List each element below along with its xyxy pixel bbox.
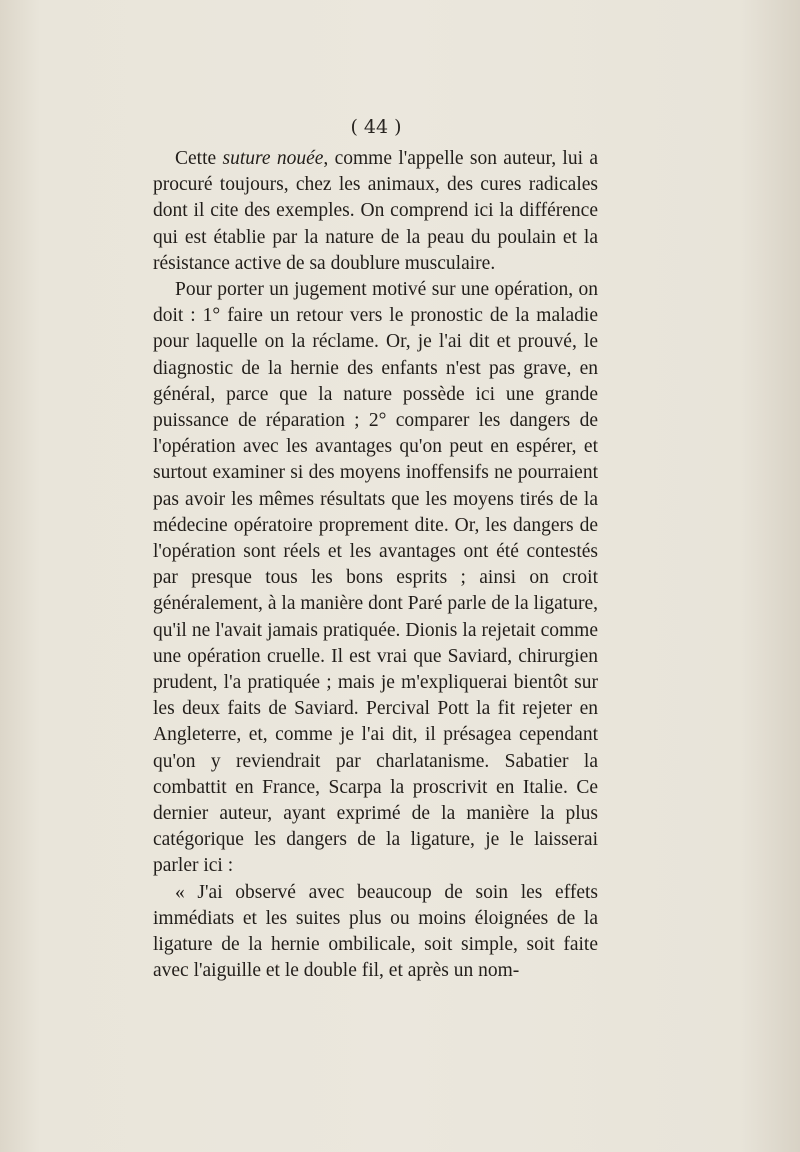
body-text [153,146,598,985]
italic-term: suture nouée [222,148,324,169]
page-number: ( 44 ) [350,116,402,138]
paragraph-1 [153,146,598,277]
paragraph-1-rest: , comme l'appelle son auteur, lui a procuré toujours, chez les animaux, des cures radicales dont il cite des exemples. On comprend ici la différence qui est établie par la nature de la peau du poulain et la résistance active de sa doublure musculaire. [153,148,598,274]
paragraph-1-start: Cette [175,148,223,169]
paragraph-2: Pour porter un jugement motivé sur une opération, on doit : 1° faire un retour vers le pronostic de la maladie pour laquelle on la réclame. Or, je l'ai dit et prouvé, le diagnostic de la hernie des enfants n'est pas grave, en général, parce que la nature possède ici une grande puissance de réparation ; 2° comparer les dangers de l'opération avec les avantages qu'on peut en espérer, et surtout examiner si des moyens inoffensifs ne pourraient pas avoir les mêmes résultats que les moyens tirés de la médecine opératoire proprement dite. Or, les dangers de l'opération sont réels et les avantages ont été contestés par presque tous les bons esprits ; ainsi on croit généralement, à la manière dont Paré parle de la ligature, qu'il ne l'avait jamais pratiquée. Dionis la rejetait comme une opération cruelle. Il est vrai que Saviard, chirurgien prudent, l'a pratiquée ; mais je m'expliquerai bientôt sur les deux faits de Saviard. Percival Pott la fit rejeter en Angleterre, et, comme je l'ai dit, il présagea cependant qu'on y reviendrait par charlatanisme. Sabatier la combattit en France, Scarpa la proscrivit en Italie. Ce dernier auteur, ayant exprimé de la manière la plus catégorique les dangers de la ligature, je le laisserai parler ici : [153,279,598,877]
paragraph-3-quote: « J'ai observé avec beaucoup de soin les effets immédiats et les suites plus ou moins éloignées de la ligature de la hernie ombilicale, soit simple, soit faite avec l'aiguille et le double fil, et après un nom- [153,881,598,982]
